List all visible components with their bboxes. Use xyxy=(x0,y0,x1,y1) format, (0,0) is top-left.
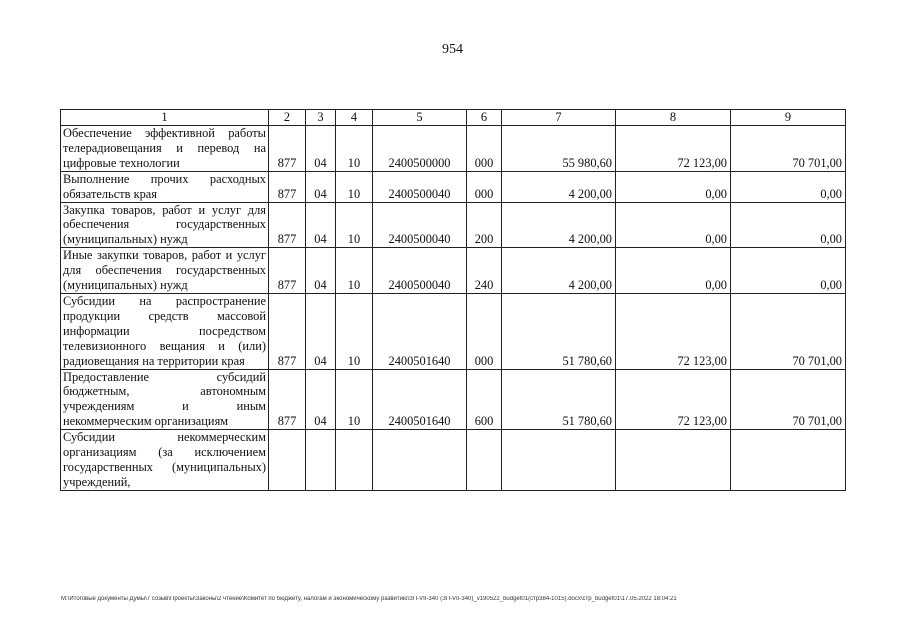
cell-section: 04 xyxy=(306,126,336,172)
table-row xyxy=(61,171,846,202)
cell-ministry-code: 877 xyxy=(269,369,306,430)
cell-amount-col8: 72 123,00 xyxy=(616,126,731,172)
cell-subsection: 10 xyxy=(336,293,373,369)
cell-amount-col9: 0,00 xyxy=(731,202,846,248)
cell-section: 04 xyxy=(306,369,336,430)
row-description: Закупка товаров, работ и услуг для обеспечения государственных (муниципальных) нужд xyxy=(61,202,269,248)
column-header: 1 xyxy=(61,110,269,126)
cell-subsection: 10 xyxy=(336,171,373,202)
cell-target-article: 2400500040 xyxy=(373,248,467,294)
cell-amount-col7: 51 780,60 xyxy=(502,369,616,430)
cell-target-article xyxy=(373,430,467,491)
cell-amount-col8: 0,00 xyxy=(616,202,731,248)
cell-expense-type: 000 xyxy=(467,293,502,369)
cell-amount-col8: 72 123,00 xyxy=(616,369,731,430)
cell-amount-col8: 0,00 xyxy=(616,171,731,202)
cell-ministry-code: 877 xyxy=(269,293,306,369)
cell-section: 04 xyxy=(306,293,336,369)
cell-subsection: 10 xyxy=(336,369,373,430)
cell-expense-type: 200 xyxy=(467,202,502,248)
cell-subsection xyxy=(336,430,373,491)
table-row xyxy=(61,430,846,491)
table-row xyxy=(61,202,846,248)
column-header: 8 xyxy=(616,110,731,126)
document-path-footer: M:\Итоговые документы Думы\7 созыв\Проекты\Законы\2 чтение\Комитет по бюджету, налогам и экономическому развитию\ЗП-VII-340 (ЗП-VII-340)_v190522_budget01(стр384-1015).docx\стр_budget01\17.05.2022 18:04:21 xyxy=(61,596,677,602)
column-header: 2 xyxy=(269,110,306,126)
cell-expense-type: 600 xyxy=(467,369,502,430)
cell-amount-col9: 70 701,00 xyxy=(731,293,846,369)
table-row xyxy=(61,126,846,172)
cell-target-article: 2400500040 xyxy=(373,202,467,248)
table-row xyxy=(61,248,846,294)
cell-amount-col7: 4 200,00 xyxy=(502,202,616,248)
cell-section: 04 xyxy=(306,171,336,202)
column-header: 7 xyxy=(502,110,616,126)
row-description: Предоставление субсидий бюджетным, автономным учреждениям и иным некоммерческим организациям xyxy=(61,369,269,430)
cell-section: 04 xyxy=(306,202,336,248)
cell-amount-col7: 55 980,60 xyxy=(502,126,616,172)
cell-amount-col7: 4 200,00 xyxy=(502,171,616,202)
cell-ministry-code xyxy=(269,430,306,491)
row-description: Субсидии некоммерческим организациям (за исключением государственных (муниципальных) учреждений, xyxy=(61,430,269,491)
row-description: Иные закупки товаров, работ и услуг для обеспечения государственных (муниципальных) нужд xyxy=(61,248,269,294)
page-number: 954 xyxy=(442,42,463,57)
cell-ministry-code: 877 xyxy=(269,171,306,202)
cell-target-article: 2400501640 xyxy=(373,369,467,430)
cell-target-article: 2400500040 xyxy=(373,171,467,202)
cell-expense-type: 000 xyxy=(467,171,502,202)
cell-amount-col9: 70 701,00 xyxy=(731,126,846,172)
cell-amount-col8: 72 123,00 xyxy=(616,293,731,369)
row-description: Обеспечение эффективной работы телерадиовещания и перевод на цифровые технологии xyxy=(61,126,269,172)
column-header: 5 xyxy=(373,110,467,126)
column-header: 3 xyxy=(306,110,336,126)
cell-amount-col7 xyxy=(502,430,616,491)
cell-subsection: 10 xyxy=(336,202,373,248)
cell-amount-col7: 51 780,60 xyxy=(502,293,616,369)
cell-ministry-code: 877 xyxy=(269,202,306,248)
row-description: Субсидии на распространение продукции средств массовой информации посредством телевизионного вещания и (или) радиовещания на территории края xyxy=(61,293,269,369)
cell-expense-type xyxy=(467,430,502,491)
cell-expense-type: 000 xyxy=(467,126,502,172)
cell-subsection: 10 xyxy=(336,248,373,294)
cell-ministry-code: 877 xyxy=(269,248,306,294)
cell-expense-type: 240 xyxy=(467,248,502,294)
cell-amount-col7: 4 200,00 xyxy=(502,248,616,294)
cell-section: 04 xyxy=(306,248,336,294)
cell-amount-col8: 0,00 xyxy=(616,248,731,294)
column-header: 9 xyxy=(731,110,846,126)
column-header: 4 xyxy=(336,110,373,126)
cell-amount-col8 xyxy=(616,430,731,491)
row-description: Выполнение прочих расходных обязательств края xyxy=(61,171,269,202)
cell-amount-col9 xyxy=(731,430,846,491)
column-header-row xyxy=(61,110,846,126)
table-row xyxy=(61,369,846,430)
cell-amount-col9: 0,00 xyxy=(731,248,846,294)
cell-subsection: 10 xyxy=(336,126,373,172)
cell-amount-col9: 0,00 xyxy=(731,171,846,202)
cell-target-article: 2400501640 xyxy=(373,293,467,369)
table-row xyxy=(61,293,846,369)
column-header: 6 xyxy=(467,110,502,126)
cell-amount-col9: 70 701,00 xyxy=(731,369,846,430)
cell-section xyxy=(306,430,336,491)
cell-ministry-code: 877 xyxy=(269,126,306,172)
budget-table xyxy=(60,109,846,491)
cell-target-article: 2400500000 xyxy=(373,126,467,172)
